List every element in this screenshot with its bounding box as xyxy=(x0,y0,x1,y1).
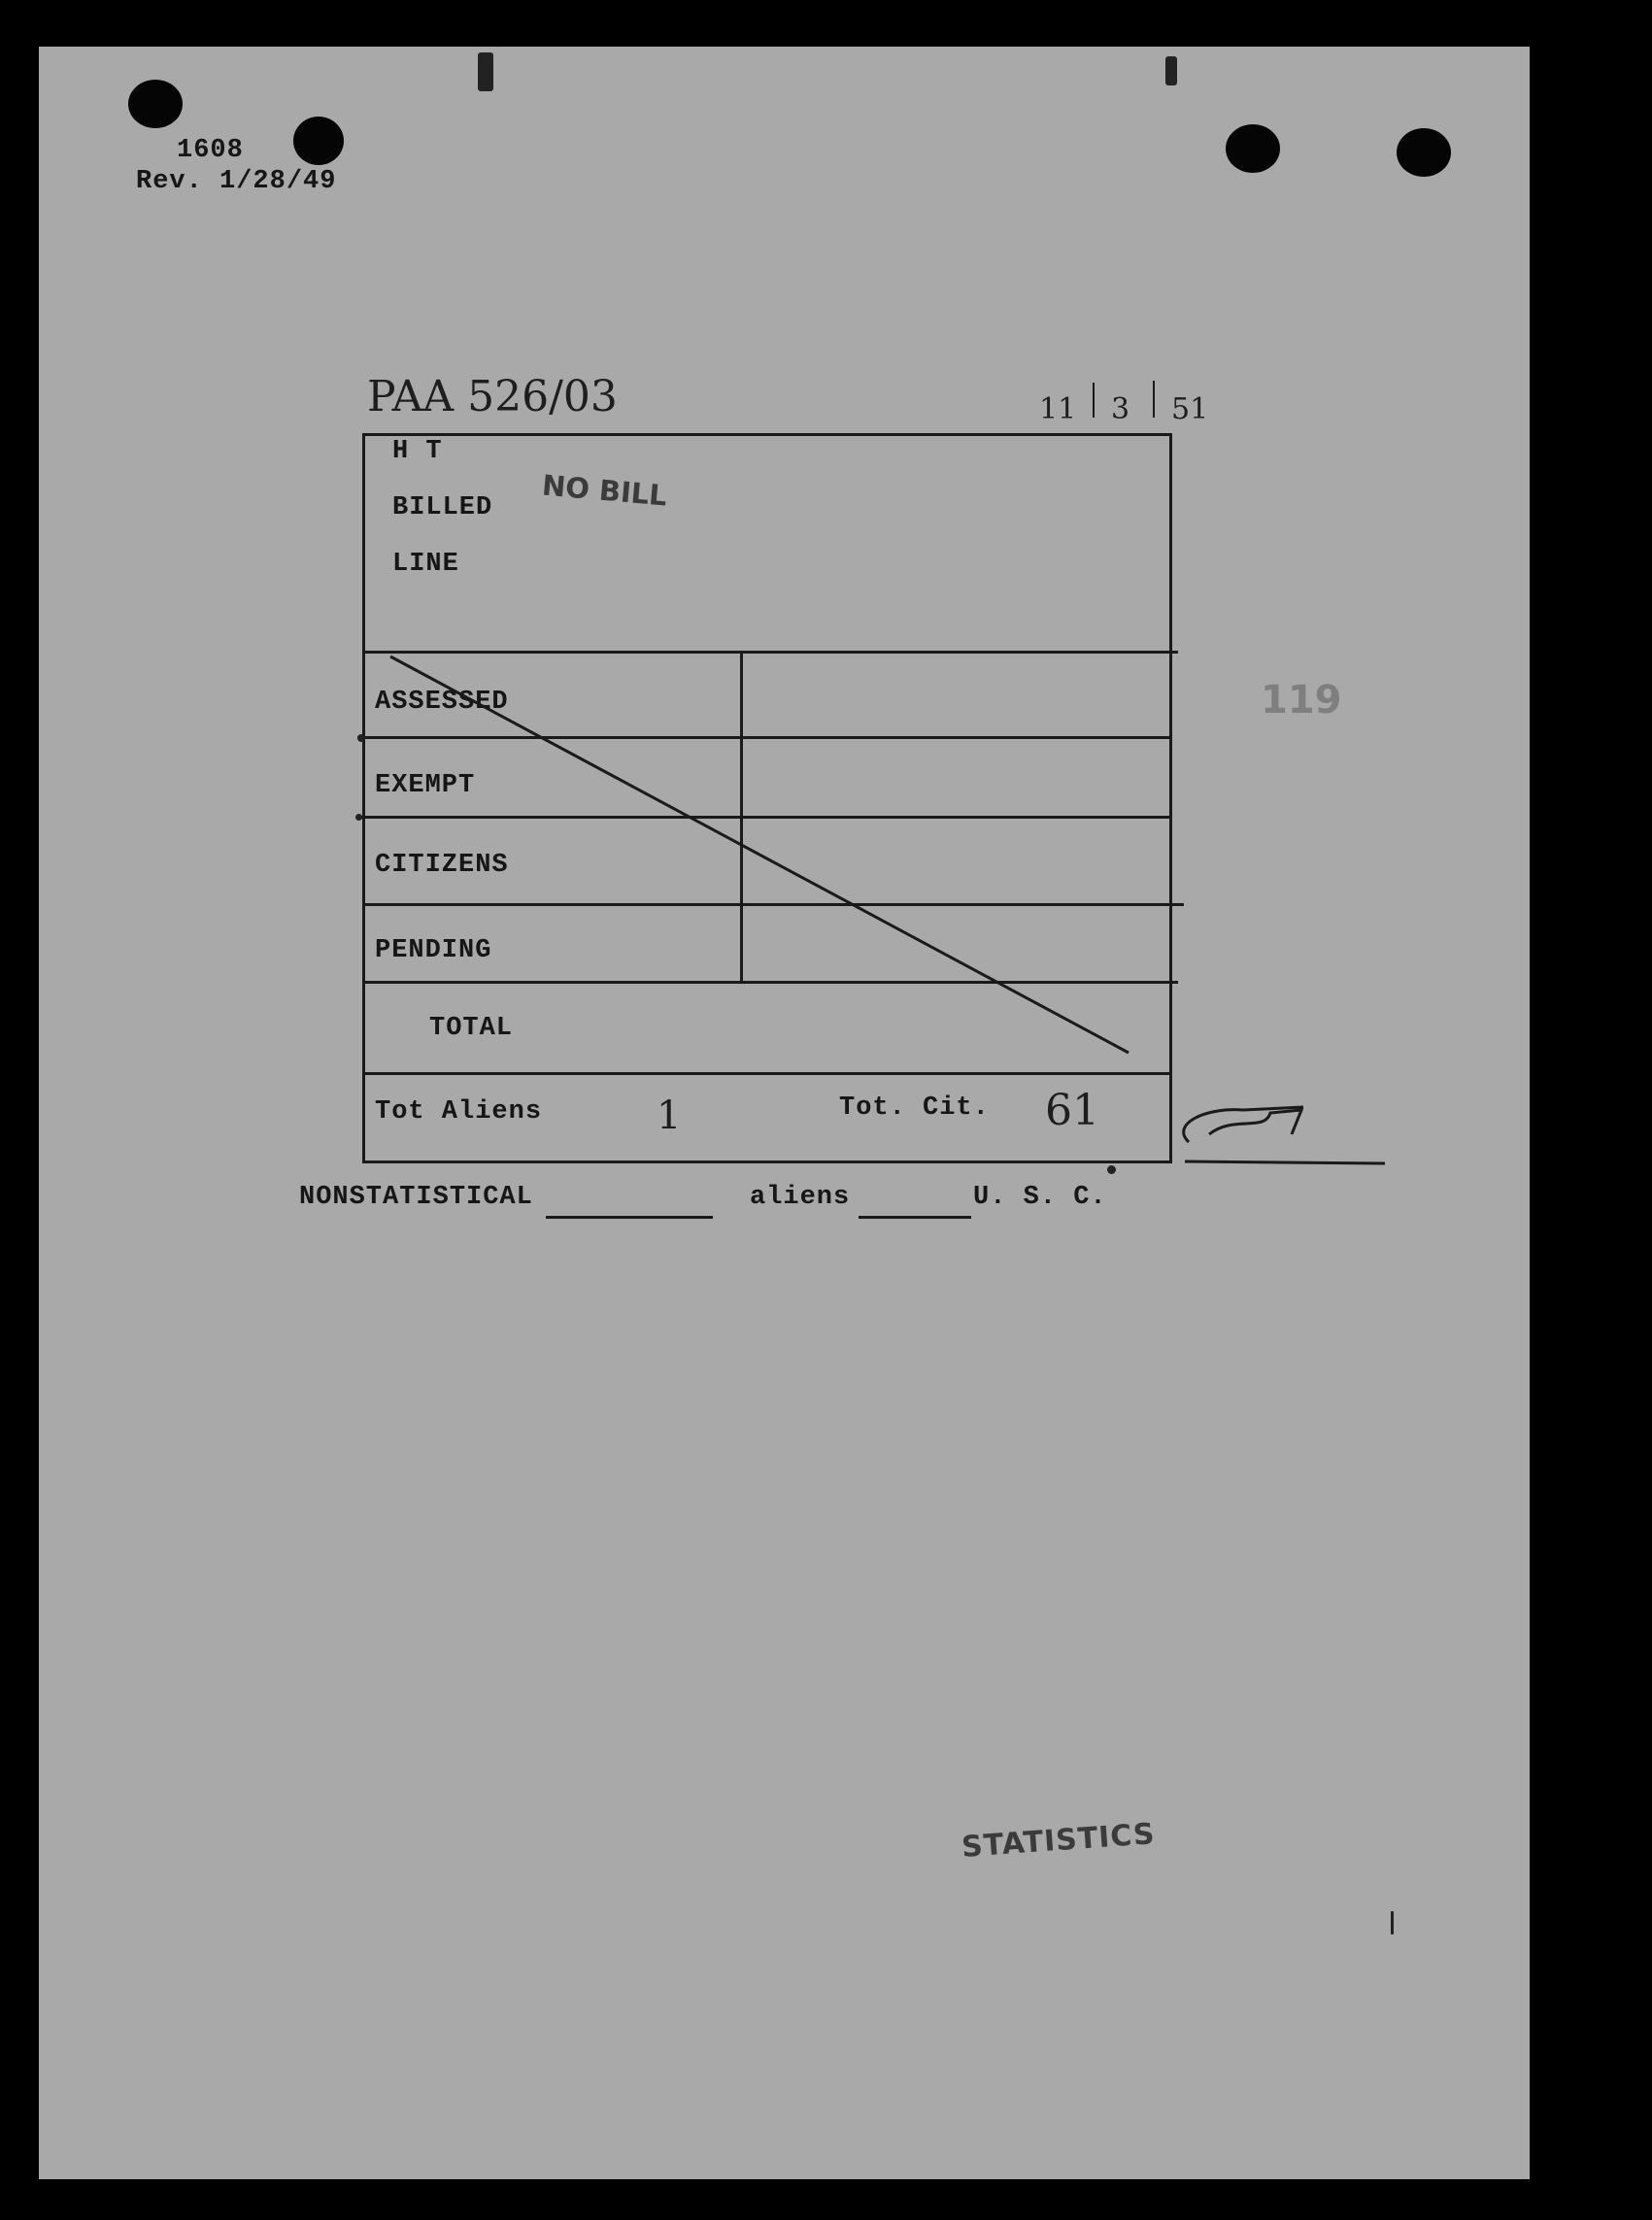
total-label: TOTAL xyxy=(429,1014,514,1043)
paper-speck xyxy=(1165,56,1177,85)
nonstatistical-label: NONSTATISTICAL xyxy=(299,1183,533,1212)
handwritten-date-year: 51 xyxy=(1171,392,1209,426)
header-line-ht: H T xyxy=(392,437,443,466)
paper-speck xyxy=(355,814,362,821)
tot-cit-value: 61 xyxy=(1045,1086,1099,1135)
tot-aliens-value: 1 xyxy=(657,1093,682,1138)
handwritten-reference: PAA 526/03 xyxy=(367,372,618,421)
row-label-assessed: ASSESSED xyxy=(375,688,509,717)
form-revision: Rev. 1/28/49 xyxy=(136,167,337,196)
paper-speck xyxy=(478,52,493,91)
handwritten-date-month: 11 xyxy=(1039,392,1077,426)
handwritten-date-day: 3 xyxy=(1111,392,1130,426)
document-page xyxy=(39,47,1530,2179)
paper-speck xyxy=(1391,1911,1394,1934)
form-number: 1608 xyxy=(177,136,244,165)
handwritten-initials xyxy=(1206,1105,1258,1139)
no-bill-stamp: NO BILL xyxy=(540,468,669,513)
tot-aliens-label: Tot Aliens xyxy=(375,1097,543,1127)
row-label-citizens: CITIZENS xyxy=(375,851,509,880)
nonstatistical-blank xyxy=(546,1216,713,1219)
side-number-stamp: 119 xyxy=(1261,678,1342,723)
header-line-billed: BILLED xyxy=(392,493,493,522)
usc-label: U. S. C. xyxy=(973,1183,1107,1212)
diagonal-strike-line xyxy=(39,47,1530,1309)
row-label-pending: PENDING xyxy=(375,936,492,965)
row-label-exempt: EXEMPT xyxy=(375,771,476,800)
statistics-stamp: STATISTICS xyxy=(961,1817,1157,1865)
paper-speck xyxy=(1107,1165,1116,1174)
paper-speck xyxy=(357,734,365,742)
aliens-blank xyxy=(859,1216,971,1219)
tot-cit-label: Tot. Cit. xyxy=(839,1093,990,1123)
header-line-line: LINE xyxy=(392,550,459,579)
aliens-label: aliens xyxy=(750,1183,851,1212)
